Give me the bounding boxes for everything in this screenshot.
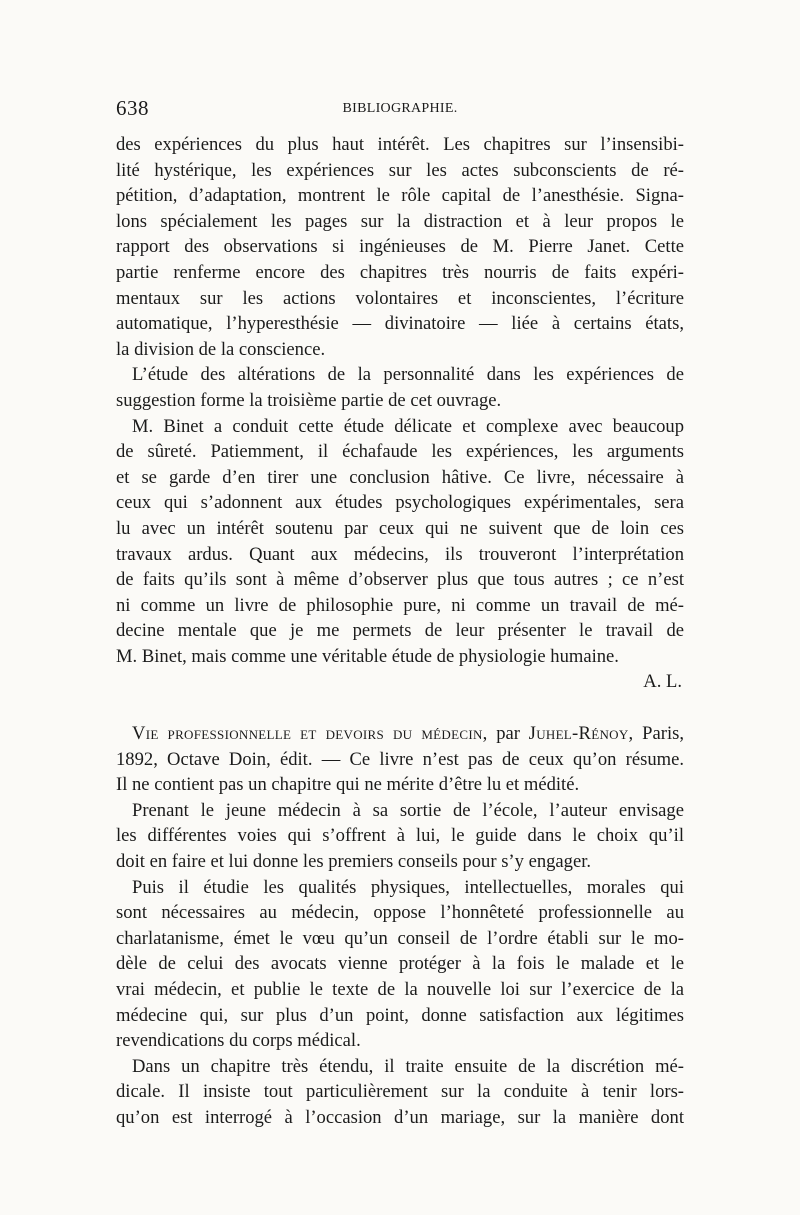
text-line: dicale. Il insiste tout particulièrement sur la conduite à tenir lors- (116, 1081, 684, 1103)
text-line: les différentes voies qui s’offrent à lui, le guide dans le choix qu’il (116, 825, 684, 847)
page-body (116, 132, 684, 1131)
review-2-paragraph-3 (116, 875, 684, 1054)
text-line: M. Binet, mais comme une véritable étude de physiologie humaine. (116, 645, 619, 667)
review-1-paragraph-2 (116, 362, 684, 413)
text-line: de sûreté. Patiemment, il échafaude les expériences, les arguments (116, 441, 684, 463)
page-number: 638 (116, 96, 149, 120)
text-line: ni comme un livre de philosophie pure, ni comme un travail de mé- (116, 594, 684, 616)
running-title: BIBLIOGRAPHIE. (342, 101, 458, 116)
text-line: doit en faire et lui donne les premiers conseils pour s’y engager. (116, 851, 592, 873)
text-line: Dans un chapitre très étendu, il traite ensuite de la discrétion mé- (132, 1055, 684, 1077)
text-line: charlatanisme, émet le vœu qu’un conseil de l’ordre établi sur le mo- (116, 927, 684, 949)
text-line: vrai médecin, et publie le texte de la nouvelle loi sur l’exercice de la (116, 979, 684, 1000)
text-line: ceux qui s’adonnent aux études psychologiques expérimentales, sera (116, 492, 684, 514)
text-line: médecine qui, sur plus d’un point, donne satisfaction aux légitimes (116, 1004, 684, 1026)
text-line: pétition, d’adaptation, montrent le rôle capital de l’anesthésie. Signa- (116, 185, 684, 207)
text-line: Puis il étudie les qualités physiques, intellectuelles, morales qui (132, 876, 684, 898)
text-line: suggestion forme la troisième partie de cet ouvrage. (116, 389, 502, 411)
review-title-line (116, 721, 684, 747)
text-line: L’étude des altérations de la personnalité dans les expériences de (132, 364, 684, 386)
text-line: lité hystérique, les expériences sur les actes subconscients de ré- (116, 159, 684, 181)
text-line: 1892, Octave Doin, édit. — Ce livre n’est pas de ceux qu’on résume. (116, 748, 684, 770)
text-line: Prenant le jeune médecin à sa sortie de l’école, l’auteur envisage (132, 799, 684, 821)
text-line: sont nécessaires au médecin, oppose l’honnêteté professionnelle au (116, 902, 684, 924)
publication-place: Paris, (642, 723, 684, 745)
section-gap (116, 695, 684, 721)
text-line: la division de la conscience. (116, 338, 326, 360)
page-header (116, 96, 684, 126)
text-line: revendications du corps médical. (116, 1030, 361, 1052)
text-line: M. Binet a conduit cette étude délicate et complexe avec beaucoup (132, 415, 684, 437)
text-line: automatique, l’hyperesthésie — divinatoire — liée à certains états, (116, 313, 684, 335)
review-1-paragraph-3 (116, 414, 684, 670)
text-line: lons spécialement les pages sur la distraction et à leur propos le (116, 210, 684, 232)
review-signature: A. L. (643, 671, 682, 693)
review-1-paragraph-1 (116, 132, 684, 362)
text-line: Il ne contient pas un chapitre qui ne mérite d’être lu et médité. (116, 774, 580, 796)
book-author: Juhel-Rénoy, (528, 723, 634, 745)
text-line: travaux ardus. Quant aux médecins, ils trouveront l’interprétation (116, 543, 684, 565)
text-line: et se garde d’en tirer une conclusion hâtive. Ce livre, nécessaire à (116, 466, 684, 488)
text-line: mentaux sur les actions volontaires et inconscientes, l’écriture (116, 287, 684, 309)
book-title: Vie professionnelle et devoirs du médecin, (132, 723, 488, 745)
title-by: par (496, 723, 520, 745)
review-2-paragraph-2 (116, 798, 684, 875)
text-line: de faits qu’ils sont à même d’observer plus que tous autres ; ce n’est (116, 569, 684, 591)
text-line: rapport des observations si ingénieuses de M. Pierre Janet. Cette (116, 236, 684, 258)
review-2-paragraph-1 (116, 721, 684, 798)
text-line: qu’on est interrogé à l’occasion d’un mariage, sur la manière dont (116, 1106, 684, 1128)
text-line: lu avec un intérêt soutenu par ceux qui ne suivent que de loin ces (116, 517, 684, 539)
text-line: dèle de celui des avocats vienne protéger à la fois le malade et le (116, 953, 684, 975)
text-line: des expériences du plus haut intérêt. Les chapitres sur l’insensibi- (116, 134, 684, 155)
text-line: partie renferme encore des chapitres très nourris de faits expéri- (116, 261, 684, 283)
review-2-paragraph-4 (116, 1054, 684, 1131)
text-line: decine mentale que je me permets de leur présenter le travail de (116, 620, 684, 642)
